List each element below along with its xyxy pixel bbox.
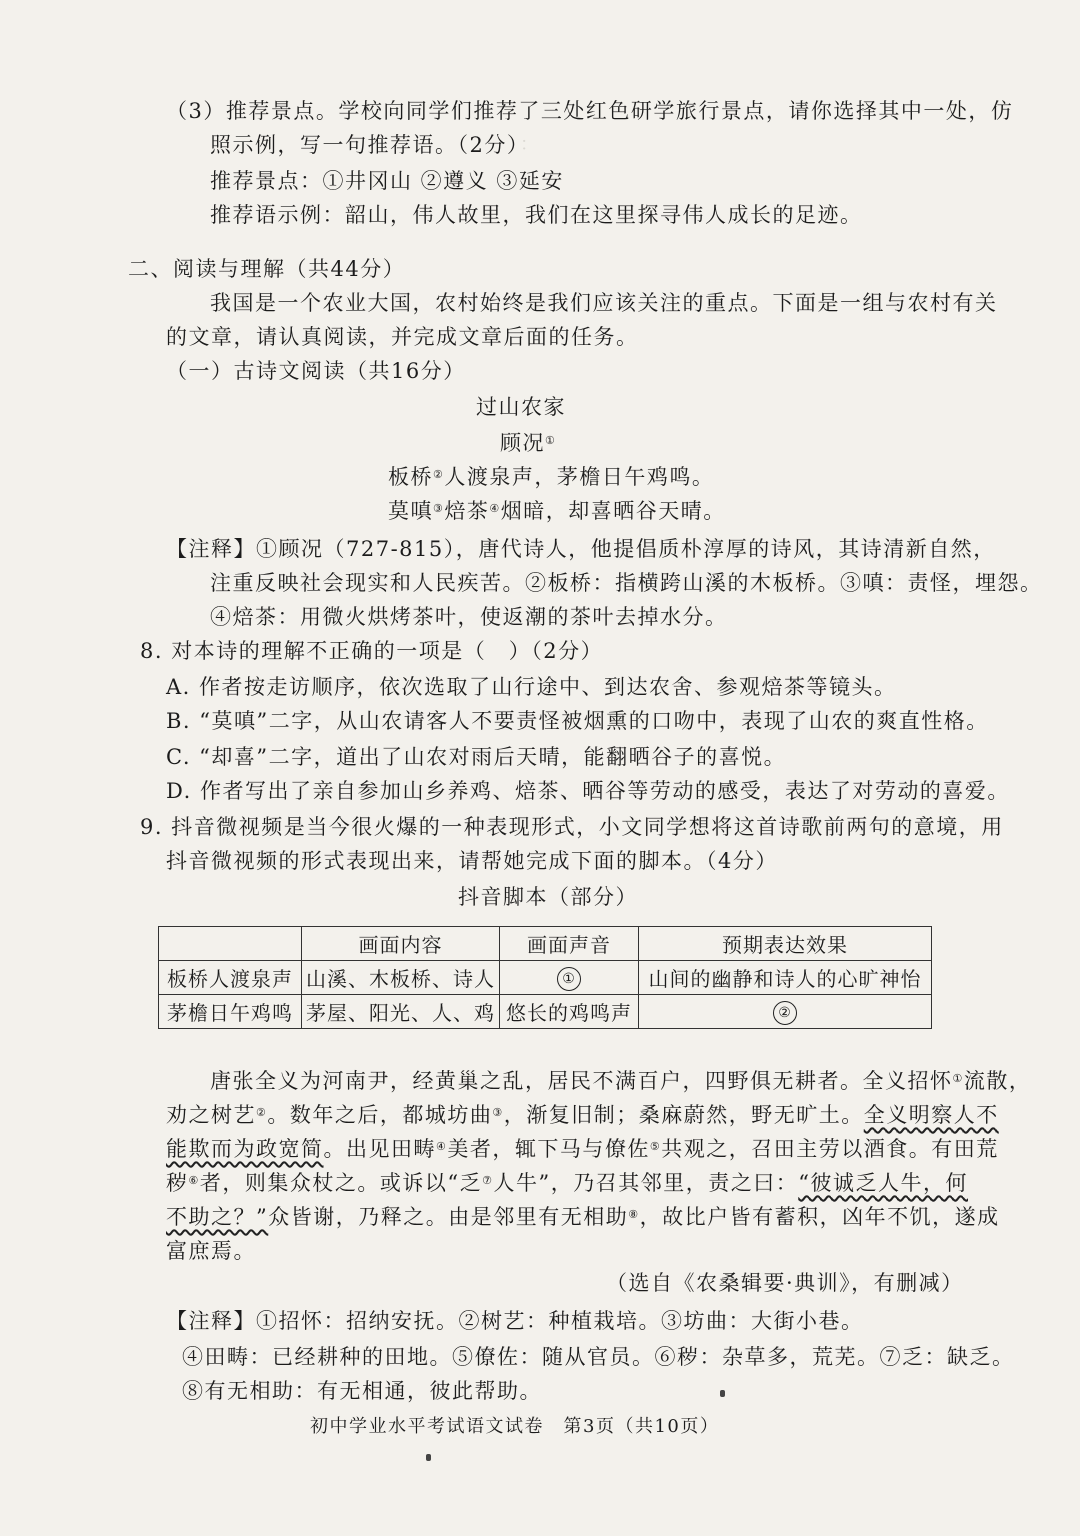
recommend-spots: 推荐景点：①井冈山 ②遵义 ③延安	[210, 169, 564, 193]
bleed-through-text	[880, 170, 900, 196]
prose-notes-line3: ⑧有无相助：有无相通，彼此帮助。	[182, 1379, 542, 1403]
table-cell: 板桥人渡泉声	[159, 961, 302, 995]
ink-speck	[720, 1390, 725, 1397]
section-intro-line2: 的文章，请认真阅读，并完成文章后面的任务。	[166, 325, 639, 349]
poem-title: 过山农家	[476, 395, 566, 419]
section-heading: 二、阅读与理解（共44分）	[128, 257, 406, 281]
answer-blank-1: ①	[557, 967, 581, 991]
prose-line2: 劝之树艺②。数年之后，都城坊曲③，渐复旧制；桑麻蔚然，野无旷土。全义明察人不	[166, 1103, 999, 1127]
prose-notes-line2: ④田畴：已经耕种的田地。⑤僚佐：随从官员。⑥秽：杂草多，荒芜。⑦乏：缺乏。	[182, 1345, 1015, 1369]
prose-line5: 不助之？”众皆谢，乃释之。由是邻里有无相助⑧，故比户皆有蓄积，凶年不饥，遂成	[166, 1205, 1000, 1229]
table-row	[159, 995, 932, 1029]
prose-line3: 能欺而为政宽简。出见田畴④美者，辄下马与僚佐⑤共观之，召田主劳以酒食。有田荒	[166, 1137, 999, 1161]
wavy-underline-text: 不助之？”	[166, 1205, 269, 1229]
subsection-heading: （一）古诗文阅读（共16分）	[166, 359, 466, 383]
script-table	[158, 926, 932, 1029]
poem-line1: 板桥②人渡泉声，茅檐日午鸡鸣。	[388, 465, 715, 489]
answer-blank-2: ②	[773, 1001, 797, 1025]
table-cell	[500, 961, 639, 995]
ink-speck	[426, 1454, 431, 1461]
page-footer: 初中学业水平考试语文试卷 第3页（共10页）	[310, 1416, 720, 1437]
prose-line4: 秽⑥者，则集众杖之。或诉以“乏⑦人牛”，乃召其邻里，责之曰：“彼诚乏人牛，何	[166, 1171, 968, 1195]
table-header-cell: 预期表达效果	[639, 927, 932, 961]
q8-option-b: B. “莫嗔”二字，从山农请客人不要责怪被烟熏的口吻中，表现了山农的爽直性格。	[166, 709, 989, 733]
question-8-stem: 8. 对本诗的理解不正确的一项是（ ）（2分）	[140, 639, 604, 663]
table-header-cell	[159, 927, 302, 961]
table-header-cell: 画面内容	[302, 927, 500, 961]
table-cell: 茅檐日午鸡鸣	[159, 995, 302, 1029]
question-9-stem-line1: 9. 抖音微视频是当今很火爆的一种表现形式，小文同学想将这首诗歌前两句的意境，用	[140, 815, 1004, 839]
q8-option-a: A. 作者按走访顺序，依次选取了山行途中、到达农舍、参观焙茶等镜头。	[166, 675, 897, 699]
script-table-title: 抖音脚本（部分）	[458, 885, 638, 909]
poem-line2: 莫嗔③焙茶④烟暗，却喜晒谷天晴。	[388, 499, 726, 523]
poem-author: 顾况①	[500, 431, 557, 455]
poem-notes-line3: ④焙茶：用微火烘烤茶叶，使返潮的茶叶去掉水分。	[210, 605, 728, 629]
table-cell: 山间的幽静和诗人的心旷神怡	[639, 961, 932, 995]
task3-line2: 照示例，写一句推荐语。（2分）	[210, 133, 530, 157]
bleed-through-text: ：	[520, 134, 771, 155]
recommend-example: 推荐语示例：韶山，伟人故里，我们在这里探寻伟人成长的足迹。	[210, 203, 863, 227]
question-9-stem-line2: 抖音微视频的形式表现出来，请帮她完成下面的脚本。（4分）	[166, 849, 778, 873]
table-row	[159, 961, 932, 995]
prose-line6: 富庶焉。	[166, 1239, 256, 1263]
table-cell: 茅屋、阳光、人、鸡	[302, 995, 500, 1029]
table-cell: 悠长的鸡鸣声	[500, 995, 639, 1029]
prose-source: （选自《农桑辑要·典训》，有删减）	[606, 1271, 964, 1295]
prose-notes-line1: 【注释】①招怀：招纳安抚。②树艺：种植栽培。③坊曲：大街小巷。	[166, 1309, 864, 1333]
poem-notes-line1: 【注释】①顾况（727-815），唐代诗人，他提倡质朴淳厚的诗风，其诗清新自然，	[166, 537, 996, 561]
wavy-underline-text: “彼诚乏人牛，何	[798, 1171, 968, 1195]
table-header-cell: 画面声音	[500, 927, 639, 961]
table-cell: 山溪、木板桥、诗人	[302, 961, 500, 995]
task3-line1: （3）推荐景点。学校向同学们推荐了三处红色研学旅行景点，请你选择其中一处，仿	[166, 99, 1014, 123]
wavy-underline-text: 能欺而为政宽简	[166, 1137, 324, 1161]
table-cell	[639, 995, 932, 1029]
q8-option-c: C. “却喜”二字，道出了山农对雨后天晴，能翻晒谷子的喜悦。	[166, 745, 787, 769]
poem-notes-line2: 注重反映社会现实和人民疾苦。②板桥：指横跨山溪的木板桥。③嗔：责怪，埋怨。	[210, 571, 1043, 595]
prose-line1: 唐张全义为河南尹，经黄巢之乱，居民不满百户，四野俱无耕者。全义招怀①流散，	[210, 1069, 1032, 1093]
wavy-underline-text: 全义明察人不	[863, 1103, 999, 1127]
q8-option-d: D. 作者写出了亲自参加山乡养鸡、焙茶、晒谷等劳动的感受，表达了对劳动的喜爱。	[166, 779, 1010, 803]
table-header-row	[159, 927, 932, 961]
section-intro-line1: 我国是一个农业大国，农村始终是我们应该关注的重点。下面是一组与农村有关	[210, 291, 998, 315]
